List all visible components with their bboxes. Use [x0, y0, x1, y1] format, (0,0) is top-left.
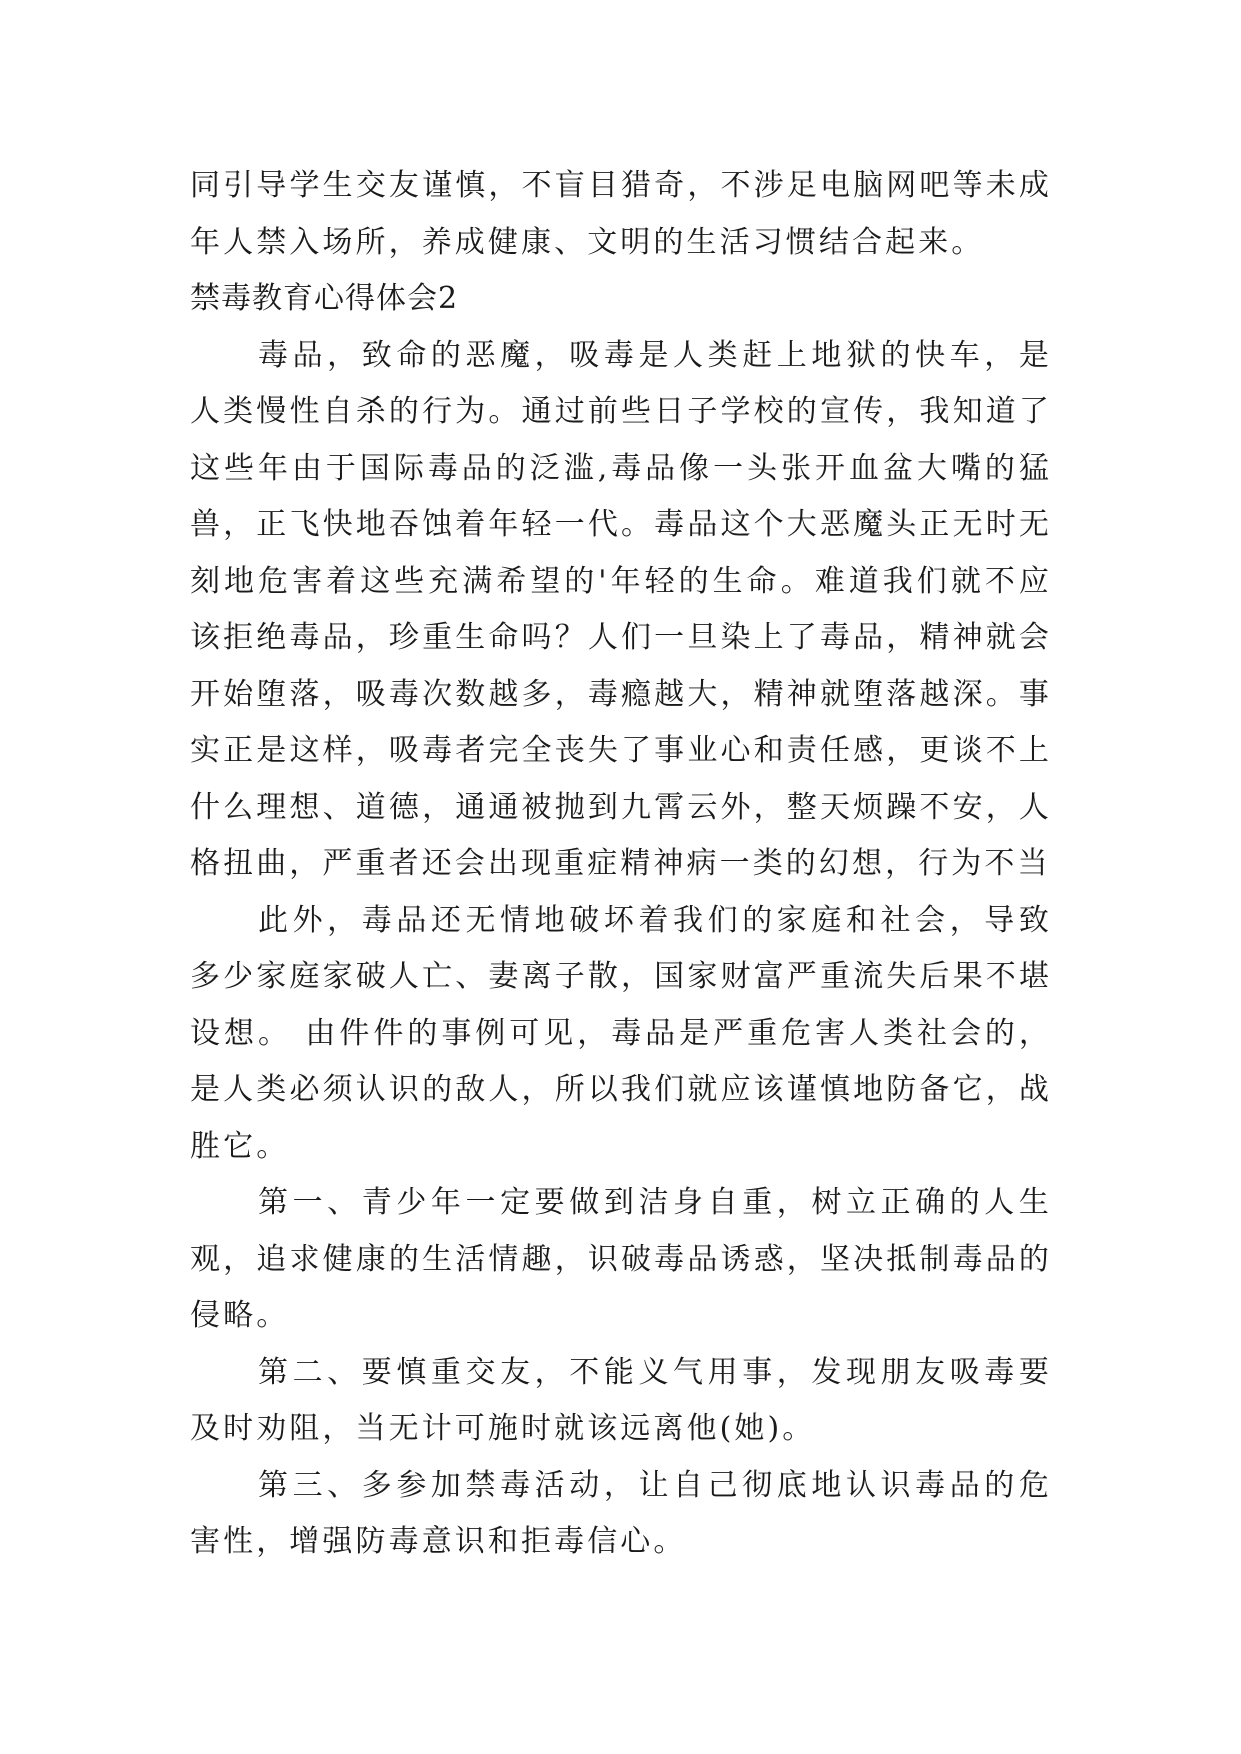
paragraph-continuation: 同引导学生交友谨慎，不盲目猎奇，不涉足电脑网吧等未成年人禁入场所，养成健康、文明的生活习惯结合起来。	[190, 168, 1052, 260]
paragraph-second-point: 第二、要慎重交友，不能义气用事，发现朋友吸毒要及时劝阻，当无计可施时就该远离他(她)。	[190, 1354, 1052, 1446]
paragraph-third-point: 第三、多参加禁毒活动，让自己彻底地认识毒品的危害性，增强防毒意识和拒毒信心。	[190, 1467, 1052, 1559]
paragraph-intro: 毒品，致命的恶魔，吸毒是人类赶上地狱的快车，是人类慢性自杀的行为。通过前些日子学校的宣传，我知道了这些年由于国际毒品的泛滥,毒品像一头张开血盆大嘴的猛兽，正飞快地吞蚀着年轻一代。毒品这个大恶魔头正无时无刻地危害着这些充满希望的'年轻的生命。难道我们就不应该拒绝毒品，珍重生命吗？人们一旦染上了毒品，精神就会开始堕落，吸毒次数越多，毒瘾越大，精神就堕落越深。事实正是这样，吸毒者完全丧失了事业心和责任感，更谈不上什么理想、道德，通通被抛到九霄云外，整天烦躁不安，人格扭曲，严重者还会出现重症精神病一类的幻想，行为不当	[190, 337, 1052, 881]
section-title: 禁毒教育心得体会2	[190, 281, 459, 316]
document-body	[190, 158, 1052, 1571]
paragraph-first-point: 第一、青少年一定要做到洁身自重，树立正确的人生观，追求健康的生活情趣，识破毒品诱惑，坚决抵制毒品的侵略。	[190, 1185, 1052, 1333]
paragraph-society: 此外，毒品还无情地破坏着我们的家庭和社会，导致多少家庭家破人亡、妻离子散，国家财富严重流失后果不堪设想。 由件件的事例可见，毒品是严重危害人类社会的，是人类必须认识的敌人，所以我们就应该谨慎地防备它，战胜它。	[190, 902, 1052, 1164]
